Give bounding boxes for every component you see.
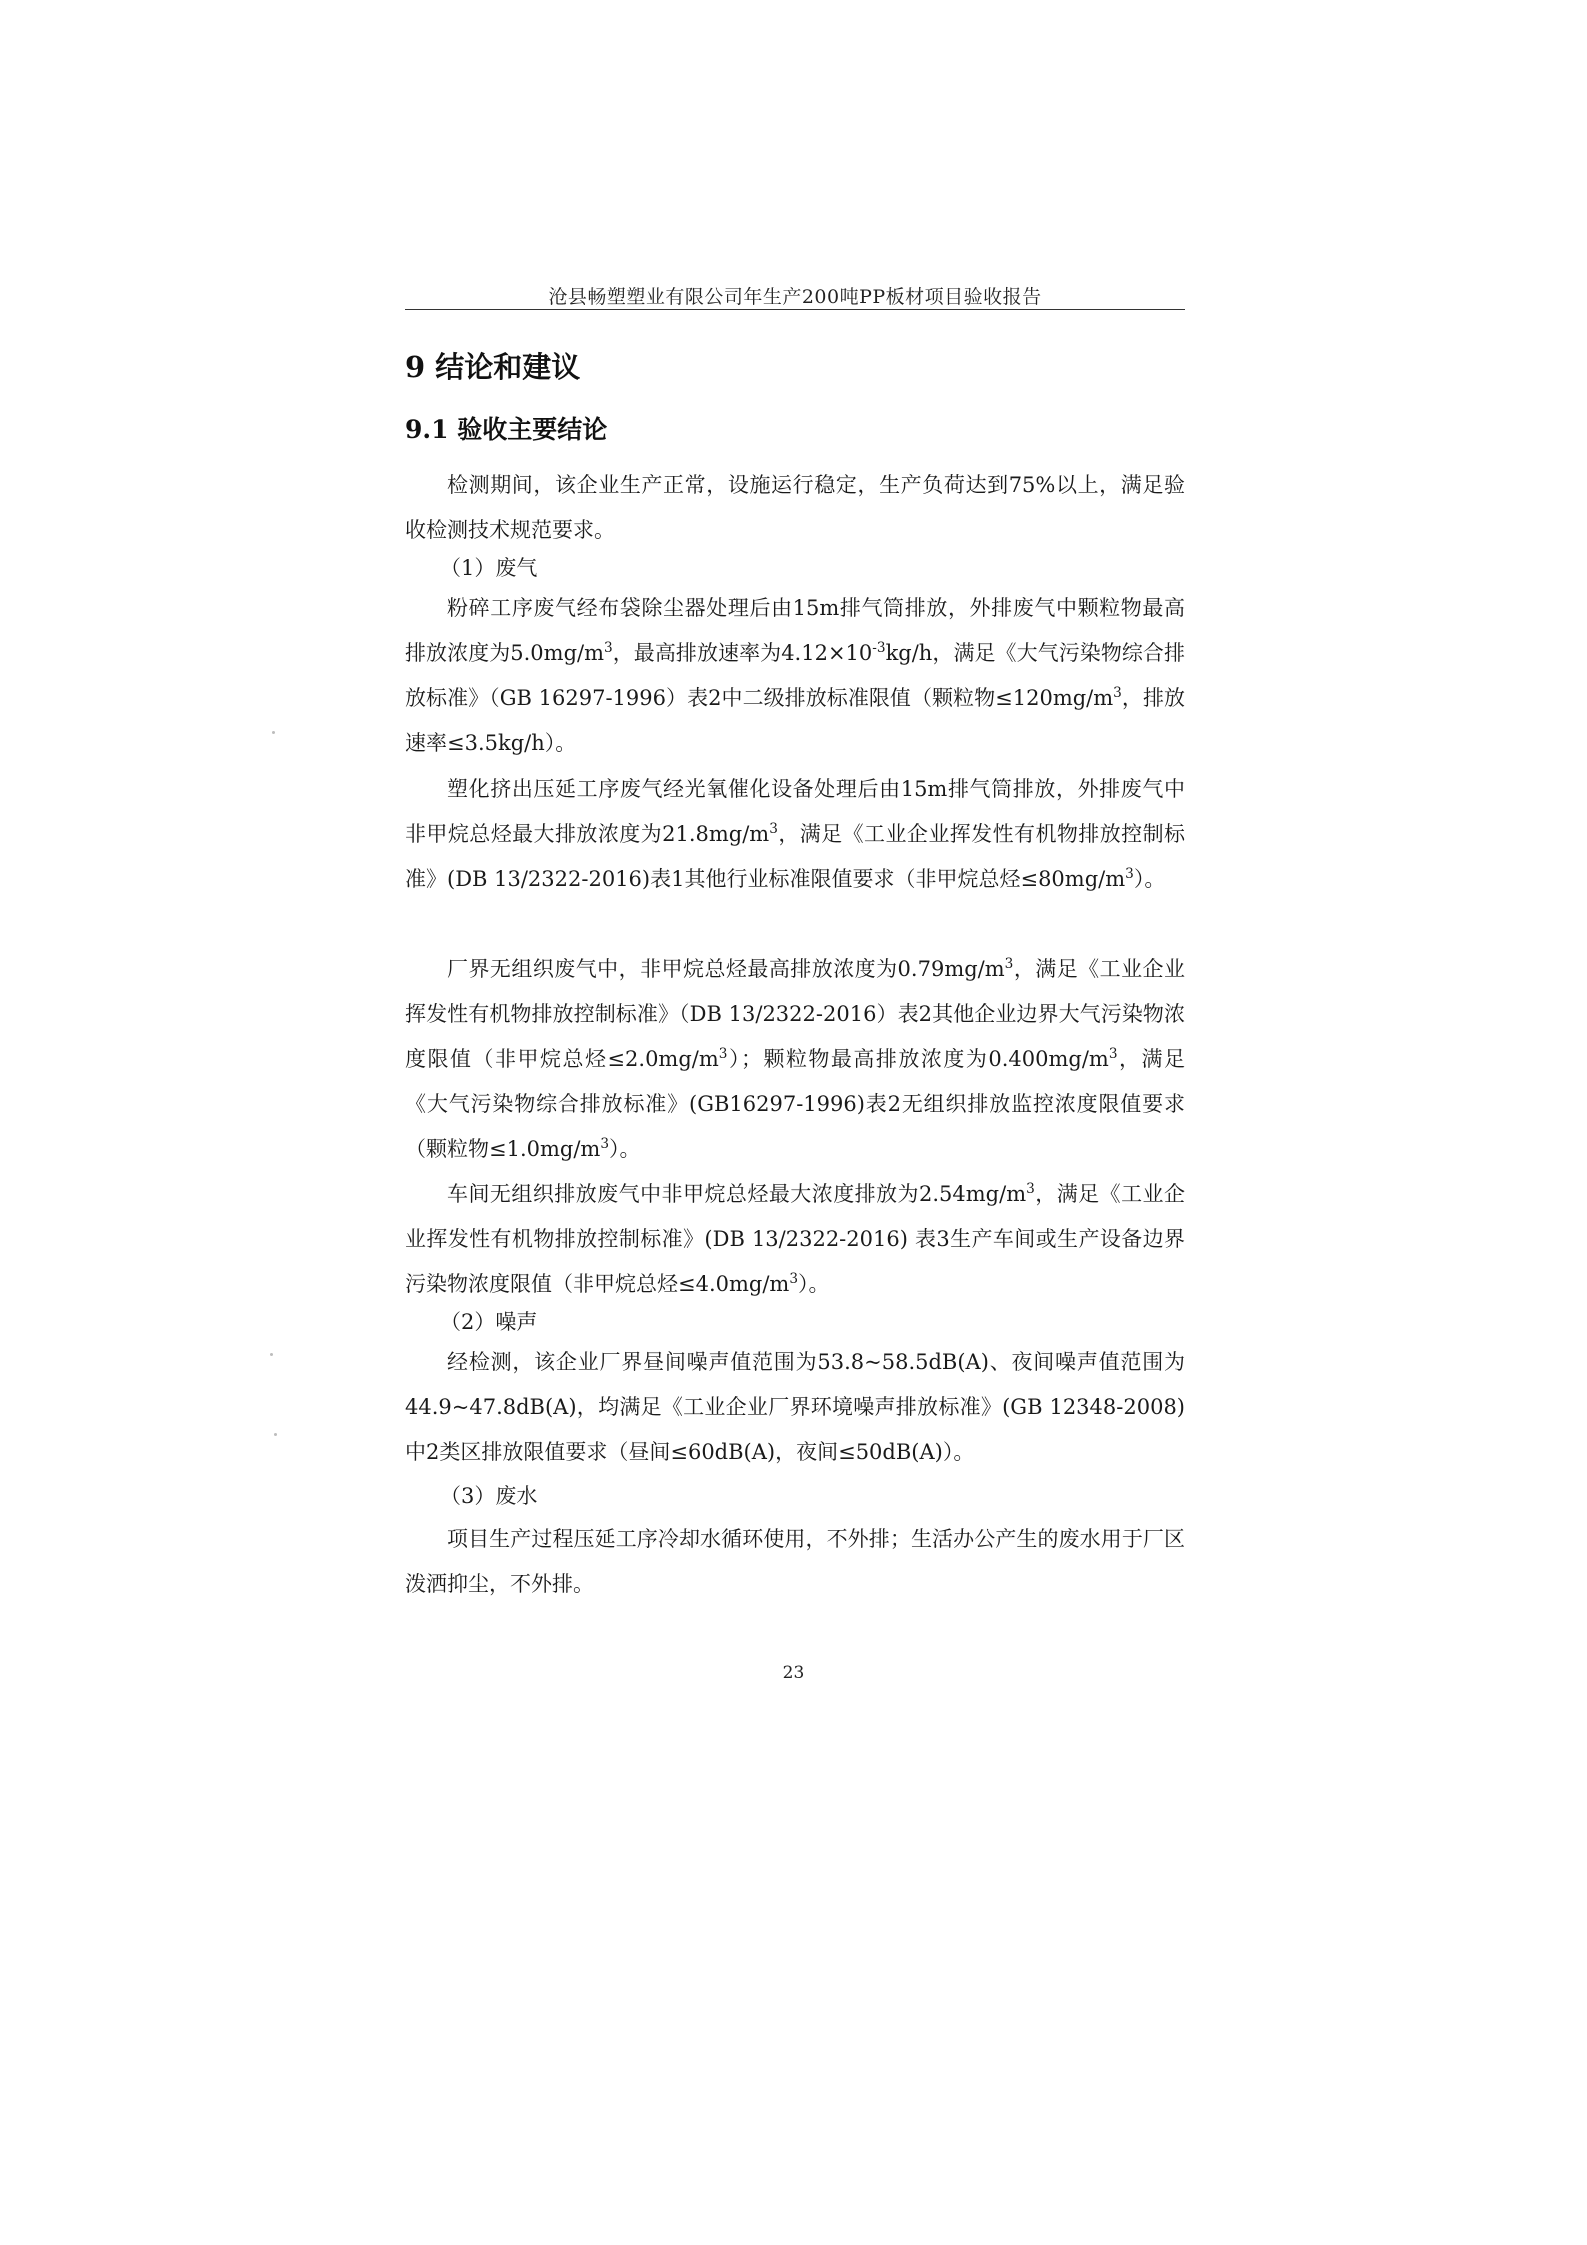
waste-gas-paragraph-1: 粉碎工序废气经布袋除尘器处理后由15m排气筒排放，外排废气中颗粒物最高排放浓度为$5.0mg/m^3$，最高排放速率为$4.12\times 10^{-3}kg/h$，满足《大气污染物综合排放标准》（GB 16297-1996）表2中二级排放标准限值（颗粒物$\le 120mg/m^3$，排放速率≤3.5kg/h）。	[405, 596, 1185, 755]
chapter-title: 9 结论和建议	[405, 350, 581, 384]
page-number: 23	[782, 1663, 805, 1683]
intro-text: 检测期间，该企业生产正常，设施运行稳定，生产负荷达到75%以上，满足验收检测技术规范要求。	[405, 473, 1185, 542]
scan-speck	[274, 1433, 277, 1436]
scan-speck	[270, 1353, 273, 1356]
waste-gas-paragraph-2: 塑化挤出压延工序废气经光氧催化设备处理后由15m排气筒排放，外排废气中非甲烷总烃最大排放浓度为$21.8mg/m^3$，满足《工业企业挥发性有机物排放控制标准》(DB 13/2322-2016)表1其他行业标准限值要求（非甲烷总烃$\le 80mg/m^3$）。	[405, 777, 1185, 891]
waste-gas-paragraph-4: 车间无组织排放废气中非甲烷总烃最大浓度排放为$2.54mg/m^3$，满足《工业企业挥发性有机物排放控制标准》(DB 13/2322-2016) 表3生产车间或生产设备边界污染物浓度限值（非甲烷总烃$\le 4.0mg/m^3$）。	[405, 1181, 1185, 1296]
scan-speck	[272, 731, 275, 734]
waste-water-heading: （3）废水	[440, 1484, 538, 1508]
noise-paragraph	[405, 1340, 1185, 1475]
waste-water-paragraph	[405, 1517, 1185, 1607]
waste-water-text: 项目生产过程压延工序冷却水循环使用，不外排；生活办公产生的废水用于厂区泼洒抑尘，不外排。	[405, 1527, 1185, 1596]
running-header: 沧县畅塑塑业有限公司年生产200吨PP板材项目验收报告	[548, 286, 1042, 308]
section-title: 9.1 验收主要结论	[405, 415, 608, 444]
waste-gas-heading: （1）废气	[440, 556, 538, 580]
noise-heading: （2）噪声	[440, 1310, 538, 1334]
intro-paragraph	[405, 463, 1185, 553]
header-rule	[405, 309, 1185, 310]
waste-gas-paragraph-3: 厂界无组织废气中，非甲烷总烃最高排放浓度为$0.79mg/m^3$，满足《工业企业挥发性有机物排放控制标准》（DB 13/2322-2016）表2其他企业边界大气污染物浓度限值（非甲烷总烃$\le 2.0mg/m^3$）；颗粒物最高排放浓度为$0.400mg/m^3$，满足《大气污染物综合排放标准》(GB16297-1996)表2无组织排放监控浓度限值要求（颗粒物$\le 1.0mg/m^3$）。	[405, 956, 1186, 1161]
noise-text: 经检测，该企业厂界昼间噪声值范围为53.8~58.5dB(A)、夜间噪声值范围为44.9~47.8dB(A)，均满足《工业企业厂界环境噪声排放标准》(GB 12348-2008)中2类区排放限值要求（昼间≤60dB(A)，夜间≤50dB(A)）。	[405, 1350, 1185, 1464]
